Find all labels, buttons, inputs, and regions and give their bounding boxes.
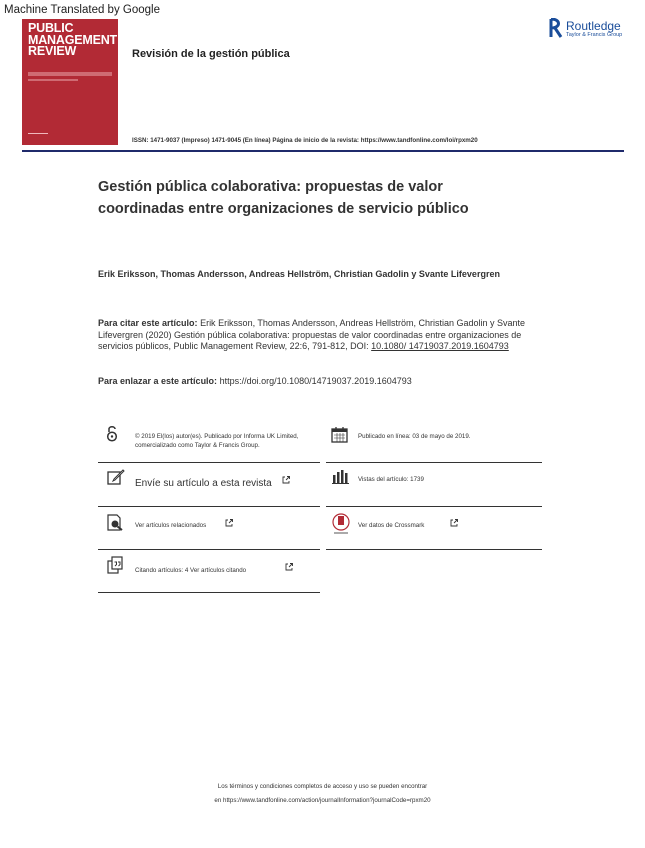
cite-doi-link[interactable]: 10.1080/ 14719037.2019.1604793	[371, 341, 509, 351]
publisher-subtitle: Taylor & Francis Group	[566, 32, 623, 38]
submit-article-link[interactable]: Envíe su artículo a esta revista	[135, 478, 272, 489]
external-link-icon[interactable]	[450, 519, 458, 527]
grid-rule	[326, 549, 542, 550]
external-link-icon[interactable]	[285, 563, 293, 571]
grid-rule	[98, 549, 320, 550]
cite-text: Erik Eriksson, Thomas Andersson, Andreas Hellström, Christian Gadolin y Svante Lifevergren (2020) Gestión pública colaborativa: propuestas de valor coordinadas entre organizaciones de servicios públicos, Public Management Review, 22:6, 791-812, DOI:	[98, 318, 526, 351]
header-rule	[22, 150, 624, 152]
open-access-icon	[106, 425, 118, 442]
terms-line-1: Los términos y condiciones completos de acceso y uso se pueden encontrar	[217, 783, 428, 790]
grid-rule	[98, 462, 320, 463]
external-link-icon[interactable]	[225, 519, 233, 527]
article-title: Gestión pública colaborativa: propuestas de valor coordinadas entre organizaciones de servicio público	[98, 179, 469, 217]
citing-articles-icon	[107, 556, 124, 574]
terms-line-2[interactable]: en https://www.tandfonline.com/action/journalInformation?journalCode=rpxm20	[214, 797, 431, 804]
link-label: Para enlazar a este artículo:	[98, 376, 218, 386]
routledge-r-icon	[549, 18, 563, 38]
cover-stripe	[28, 72, 112, 76]
citing-articles-link[interactable]: Citando artículos: 4 Ver artículos citando	[135, 567, 247, 574]
article-views: Vistas del artículo: 1739	[358, 476, 424, 483]
crossmark-icon	[331, 513, 351, 535]
cite-label: Para citar este artículo:	[98, 318, 198, 328]
article-link-block	[98, 376, 538, 386]
submit-pencil-icon	[107, 469, 125, 485]
machine-translated-label: Machine Translated by Google	[4, 4, 160, 16]
crossmark-link[interactable]: Ver datos de Crossmark	[358, 522, 425, 529]
cover-stripe-small	[28, 79, 78, 81]
related-articles-icon	[107, 514, 124, 531]
article-doi-link[interactable]: https://doi.org/10.1080/14719037.2019.1604793	[219, 376, 412, 386]
external-link-icon[interactable]	[282, 476, 290, 484]
open-access-text: © 2019 El(los) autor(es). Publicado por Informa UK Limited, comercializado como Taylor & Francis Group.	[135, 433, 299, 449]
journal-name: Revisión de la gestión pública	[132, 48, 290, 60]
grid-rule	[98, 506, 320, 507]
bar-chart-icon	[332, 469, 350, 484]
citation-block	[98, 318, 538, 353]
article-authors: Erik Eriksson, Thomas Andersson, Andreas Hellström, Christian Gadolin y Svante Lifevergren	[98, 269, 500, 279]
grid-rule	[326, 462, 542, 463]
related-articles-link[interactable]: Ver artículos relacionados	[135, 522, 207, 529]
cover-title: PUBLIC MANAGEMENT REVIEW	[28, 21, 117, 58]
publisher-name: Routledge	[566, 19, 621, 33]
grid-rule	[98, 592, 320, 593]
grid-rule	[326, 506, 542, 507]
issn-line[interactable]: ISSN: 1471-9037 (Impreso) 1471-9045 (En línea) Página de inicio de la revista: https://www.tandfonline.com/loi/rpxm20	[132, 137, 478, 144]
published-date: Publicado en línea: 03 de mayo de 2019.	[358, 433, 471, 440]
cover-publisher-mark	[28, 133, 48, 140]
calendar-icon	[331, 426, 348, 443]
journal-cover[interactable]	[22, 19, 118, 145]
